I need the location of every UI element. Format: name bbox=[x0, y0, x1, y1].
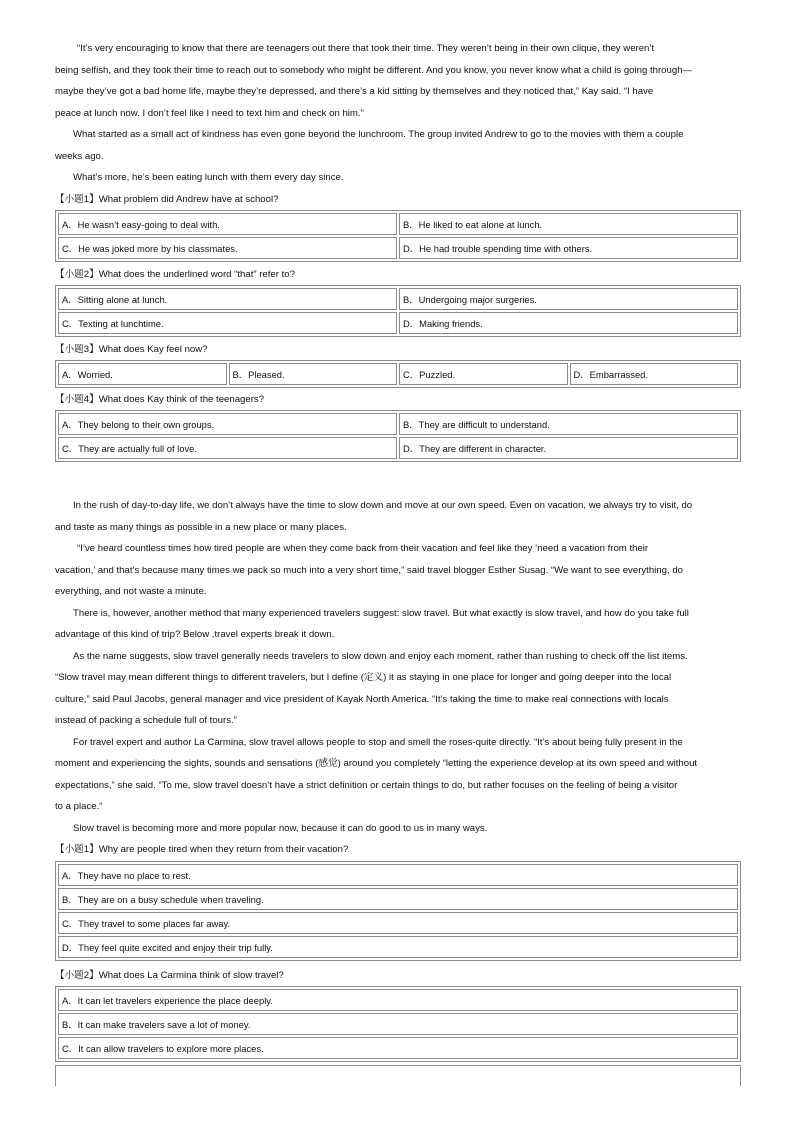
option-a[interactable]: A．They belong to their own groups. bbox=[58, 413, 397, 435]
option-c[interactable]: C．They travel to some places far away. bbox=[58, 912, 738, 934]
option-d[interactable]: D．Embarrassed. bbox=[570, 363, 739, 385]
passage2-line: vacation,’ and that’s because many times we pack so much into a very short time,” said travel blogger Esther Susag. “We want to see everything, do bbox=[55, 565, 683, 576]
options-table bbox=[55, 986, 741, 1062]
options-table bbox=[55, 861, 741, 961]
options-table bbox=[55, 285, 741, 337]
option-c[interactable]: C．They are actually full of love. bbox=[58, 437, 397, 459]
passage2-line: everything, and not waste a minute. bbox=[55, 586, 207, 597]
option-c[interactable]: C．He was joked more by his classmates. bbox=[58, 237, 397, 259]
option-b[interactable]: B．They are difficult to understand. bbox=[399, 413, 738, 435]
option-c[interactable]: C．Texting at lunchtime. bbox=[58, 312, 397, 334]
question-stem: 【小题2】What does La Carmina think of slow travel? bbox=[55, 970, 284, 981]
question-stem: 【小题4】What does Kay think of the teenagers? bbox=[55, 394, 265, 405]
passage2-line: culture,” said Paul Jacobs, general manager and vice president of Kayak North America. “It’s taking the time to make real connections with locals bbox=[55, 694, 669, 705]
passage2-line: Slow travel is becoming more and more popular now, because it can do good to us in many ways. bbox=[73, 823, 488, 834]
passage2-line: In the rush of day-to-day life, we don’t always have the time to slow down and move at our own speed. Even on vacation, we always try to visit, do bbox=[73, 500, 693, 511]
question-stem: 【小题2】What does the underlined word “that” refer to? bbox=[55, 269, 295, 280]
option-a[interactable]: A．It can let travelers experience the place deeply. bbox=[58, 989, 738, 1011]
passage2-line: expectations,” she said. “To me, slow travel doesn’t have a strict definition or certain things to do, but rather focuses on the feeling of being a visitor bbox=[55, 780, 678, 791]
question-stem: 【小题1】Why are people tired when they return from their vacation? bbox=[55, 844, 349, 855]
options-table bbox=[55, 410, 741, 462]
option-b[interactable]: B．Undergoing major surgeries. bbox=[399, 288, 738, 310]
passage1-line: being selfish, and they took their time to reach out to somebody who might be different. And you know, you never know what a child is going through— bbox=[55, 65, 693, 76]
option-a[interactable]: A．They have no place to rest. bbox=[58, 864, 738, 886]
passage1-line: maybe they’ve got a bad home life, maybe they’re depressed, and there’s a kid sitting by themselves and they noticed that,” Kay said. “I have bbox=[55, 86, 654, 97]
option-a[interactable]: A．He wasn’t easy-going to deal with. bbox=[58, 213, 397, 235]
passage1-line: What started as a small act of kindness has even gone beyond the lunchroom. The group invited Andrew to go to the movies with them a couple bbox=[73, 129, 684, 140]
passage1-line: weeks ago. bbox=[55, 151, 104, 162]
option-c[interactable]: C．It can allow travelers to explore more places. bbox=[58, 1037, 738, 1059]
passage2-line: As the name suggests, slow travel generally needs travelers to slow down and enjoy each moment, rather than rushing to check off the list items. bbox=[73, 651, 688, 662]
option-d[interactable]: D．They feel quite excited and enjoy their trip fully. bbox=[58, 936, 738, 958]
option-cell-partial bbox=[55, 1065, 741, 1086]
passage2-line: “I’ve heard countless times how tired people are when they come back from their vacation and feel like they ‘need a vacation from their bbox=[77, 543, 649, 554]
passage2-line: “Slow travel may mean different things to different travelers, but I define (定义) it as staying in one place for longer and going deeper into the local bbox=[55, 672, 672, 683]
option-d[interactable]: D．He had trouble spending time with others. bbox=[399, 237, 738, 259]
passage2-line: For travel expert and author La Carmina, slow travel allows people to stop and smell the roses-quite directly. “It’s about being fully present in the bbox=[73, 737, 683, 748]
option-b[interactable]: B．They are on a busy schedule when traveling. bbox=[58, 888, 738, 910]
passage1-line: What’s more, he’s been eating lunch with them every day since. bbox=[73, 172, 344, 183]
question-stem: 【小题1】What problem did Andrew have at school? bbox=[55, 194, 279, 205]
option-a[interactable]: A．Worried. bbox=[58, 363, 227, 385]
passage2-line: moment and experiencing the sights, sounds and sensations (感觉) around you completely “letting the experience develop at its own speed and without bbox=[55, 758, 698, 769]
option-a[interactable]: A．Sitting alone at lunch. bbox=[58, 288, 397, 310]
question-stem: 【小题3】What does Kay feel now? bbox=[55, 344, 208, 355]
option-d[interactable]: D．They are different in character. bbox=[399, 437, 738, 459]
passage2-line: advantage of this kind of trip? Below ,travel experts break it down. bbox=[55, 629, 335, 640]
options-table bbox=[55, 210, 741, 262]
option-c[interactable]: C．Puzzled. bbox=[399, 363, 568, 385]
option-b[interactable]: B．Pleased. bbox=[229, 363, 398, 385]
passage1-line: peace at lunch now. I don’t feel like I need to text him and check on him.” bbox=[55, 108, 364, 119]
option-b[interactable]: B．He liked to eat alone at lunch. bbox=[399, 213, 738, 235]
passage2-line: There is, however, another method that many experienced travelers suggest: slow travel. But what exactly is slow travel, and how do you take full bbox=[73, 608, 689, 619]
options-table bbox=[55, 360, 741, 388]
passage1-line: “It’s very encouraging to know that there are teenagers out there that took their time. They weren’t being in their own clique, they weren’t bbox=[77, 43, 655, 54]
option-d[interactable]: D．Making friends. bbox=[399, 312, 738, 334]
passage2-line: instead of packing a schedule full of tours.” bbox=[55, 715, 237, 726]
option-b[interactable]: B．It can make travelers save a lot of money. bbox=[58, 1013, 738, 1035]
passage2-line: to a place.“ bbox=[55, 801, 103, 812]
passage2-line: and taste as many things as possible in a new place or many places. bbox=[55, 522, 347, 533]
